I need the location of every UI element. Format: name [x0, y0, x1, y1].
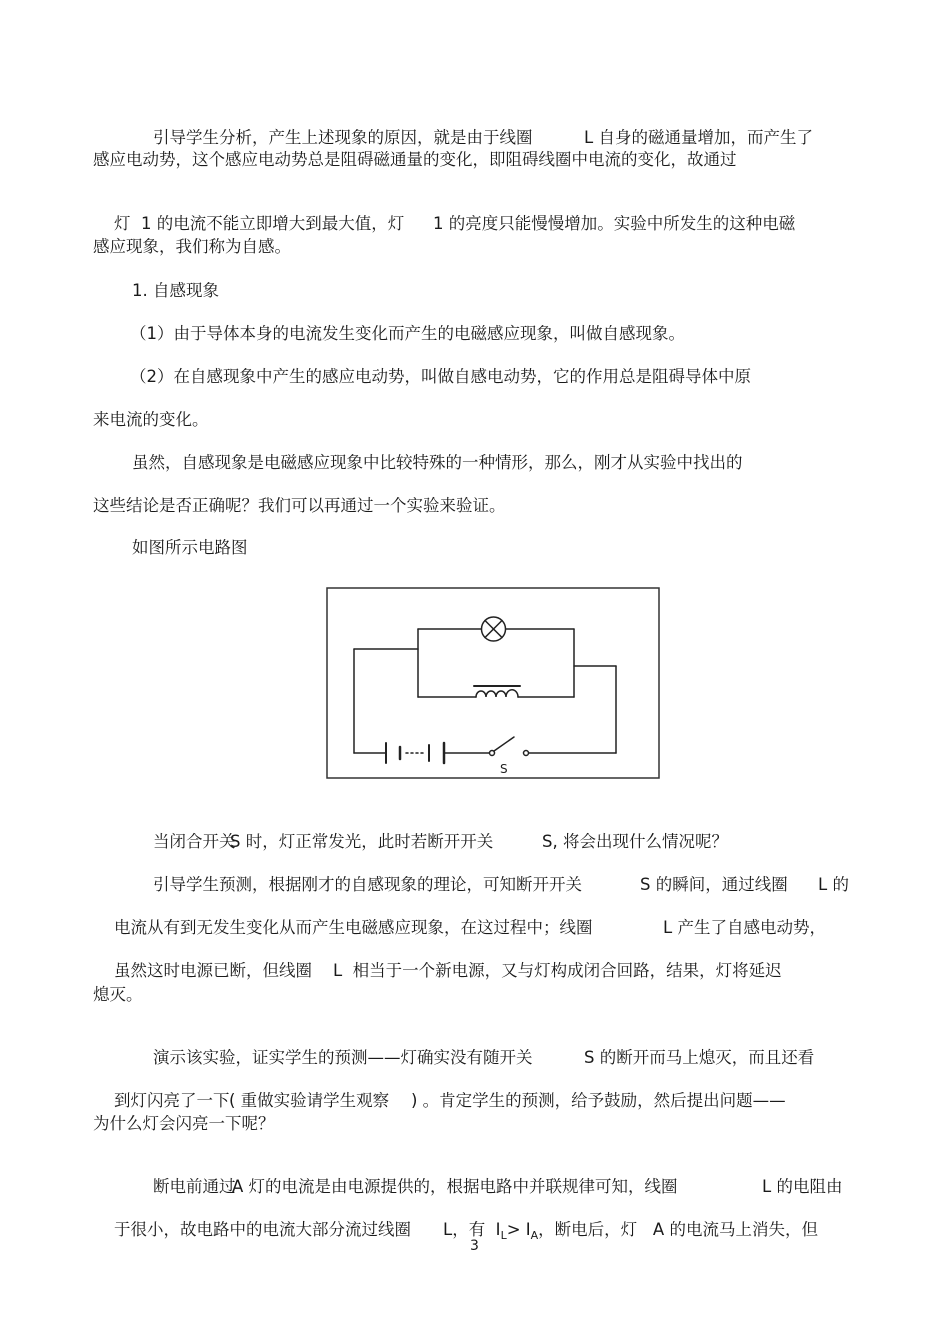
text-segment: 演示该实验，证实学生的预测——灯确实没有随开关	[152, 1048, 533, 1067]
text-line: 来电流的变化。	[93, 410, 209, 429]
text-segment: > I	[506, 1220, 531, 1239]
switch-label: S	[500, 762, 508, 776]
text-segment: L 相当于一个新电源，又与灯构成闭合回路，结果，灯将延迟	[333, 961, 782, 980]
inductor-coil-icon	[476, 690, 518, 697]
text-segment: S, 将会出现什么情况呢？	[542, 832, 728, 851]
switch-terminal	[524, 751, 529, 756]
text-segment: 引导学生分析，产生上述现象的原因，就是由于线圈	[152, 128, 533, 147]
text-segment: ( 重做实验请学生观察	[229, 1091, 390, 1110]
text-segment: 引导学生预测，根据刚才的自感现象的理论，可知断开开关	[152, 875, 582, 894]
text-line: 这些结论是否正确呢？我们可以再通过一个实验来验证。	[93, 496, 506, 515]
text-segment: 到灯闪亮了一下	[113, 1091, 230, 1110]
text-segment: 灯 1 的电流不能立即增大到最大值，灯	[113, 214, 405, 233]
switch-lever	[494, 737, 514, 751]
text-line: 为什么灯会闪亮一下呢？	[93, 1114, 275, 1133]
page-number: 3	[470, 1238, 479, 1254]
text-line	[93, 1200, 818, 1260]
text-segment: 电流从有到无发生变化从而产生电磁感应现象，在这过程中；线圈	[113, 918, 593, 937]
text-segment: 虽然这时电源已断，但线圈	[113, 961, 312, 980]
text-segment: L 的	[818, 875, 849, 894]
text-line: 感应电动势，这个感应电动势总是阻碍磁通量的变化，即阻碍线圈中电流的变化，故通过	[93, 150, 737, 169]
text-segment: 1 的亮度只能慢慢增加。实验中所发生的这种电磁	[433, 214, 796, 233]
text-segment: S 的断开而马上熄灭，而且还看	[584, 1048, 815, 1067]
figure-caption: 如图所示电路图	[132, 538, 248, 557]
list-item: （2）在自感现象中产生的感应电动势，叫做自感电动势，它的作用总是阻碍导体中原	[130, 367, 751, 386]
text-segment: S 时，灯正常发光，此时若断开开关	[230, 832, 494, 851]
text-line: 虽然，自感现象是电磁感应现象中比较特殊的一种情形，那么，刚才从实验中找出的	[132, 453, 743, 472]
circuit-diagram	[326, 587, 661, 782]
text-segment: ，断电后，灯 A 的电流马上消失，但	[538, 1220, 818, 1239]
text-line: 感应现象，我们称为自感。	[93, 237, 291, 256]
text-line: 熄灭。	[93, 985, 143, 1004]
text-segment: A 灯的电流是由电源提供的，根据电路中并联规律可知，线圈	[232, 1177, 678, 1196]
text-segment: 当闭合开关	[152, 832, 236, 851]
text-segment: 断电前通过	[152, 1177, 236, 1196]
list-item: （1）由于导体本身的电流发生变化而产生的电磁感应现象，叫做自感现象。	[130, 324, 685, 343]
subscript: L	[500, 1229, 507, 1242]
text-segment: L 自身的磁通量增加，而产生了	[584, 128, 813, 147]
text-segment: L 的电阻由	[762, 1177, 843, 1196]
text-segment: ) 。肯定学生的预测，给予鼓励，然后提出问题——	[411, 1091, 786, 1110]
text-segment: L 产生了自感电动势，	[663, 918, 826, 937]
text-segment: S 的瞬间，通过线圈	[640, 875, 788, 894]
text-segment: 于很小，故电路中的电流大部分流过线圈	[113, 1220, 411, 1239]
subscript: A	[530, 1229, 539, 1242]
inequality	[443, 1220, 818, 1242]
section-heading: 1. 自感现象	[132, 281, 219, 300]
text-segment: L，有 I	[443, 1220, 501, 1239]
